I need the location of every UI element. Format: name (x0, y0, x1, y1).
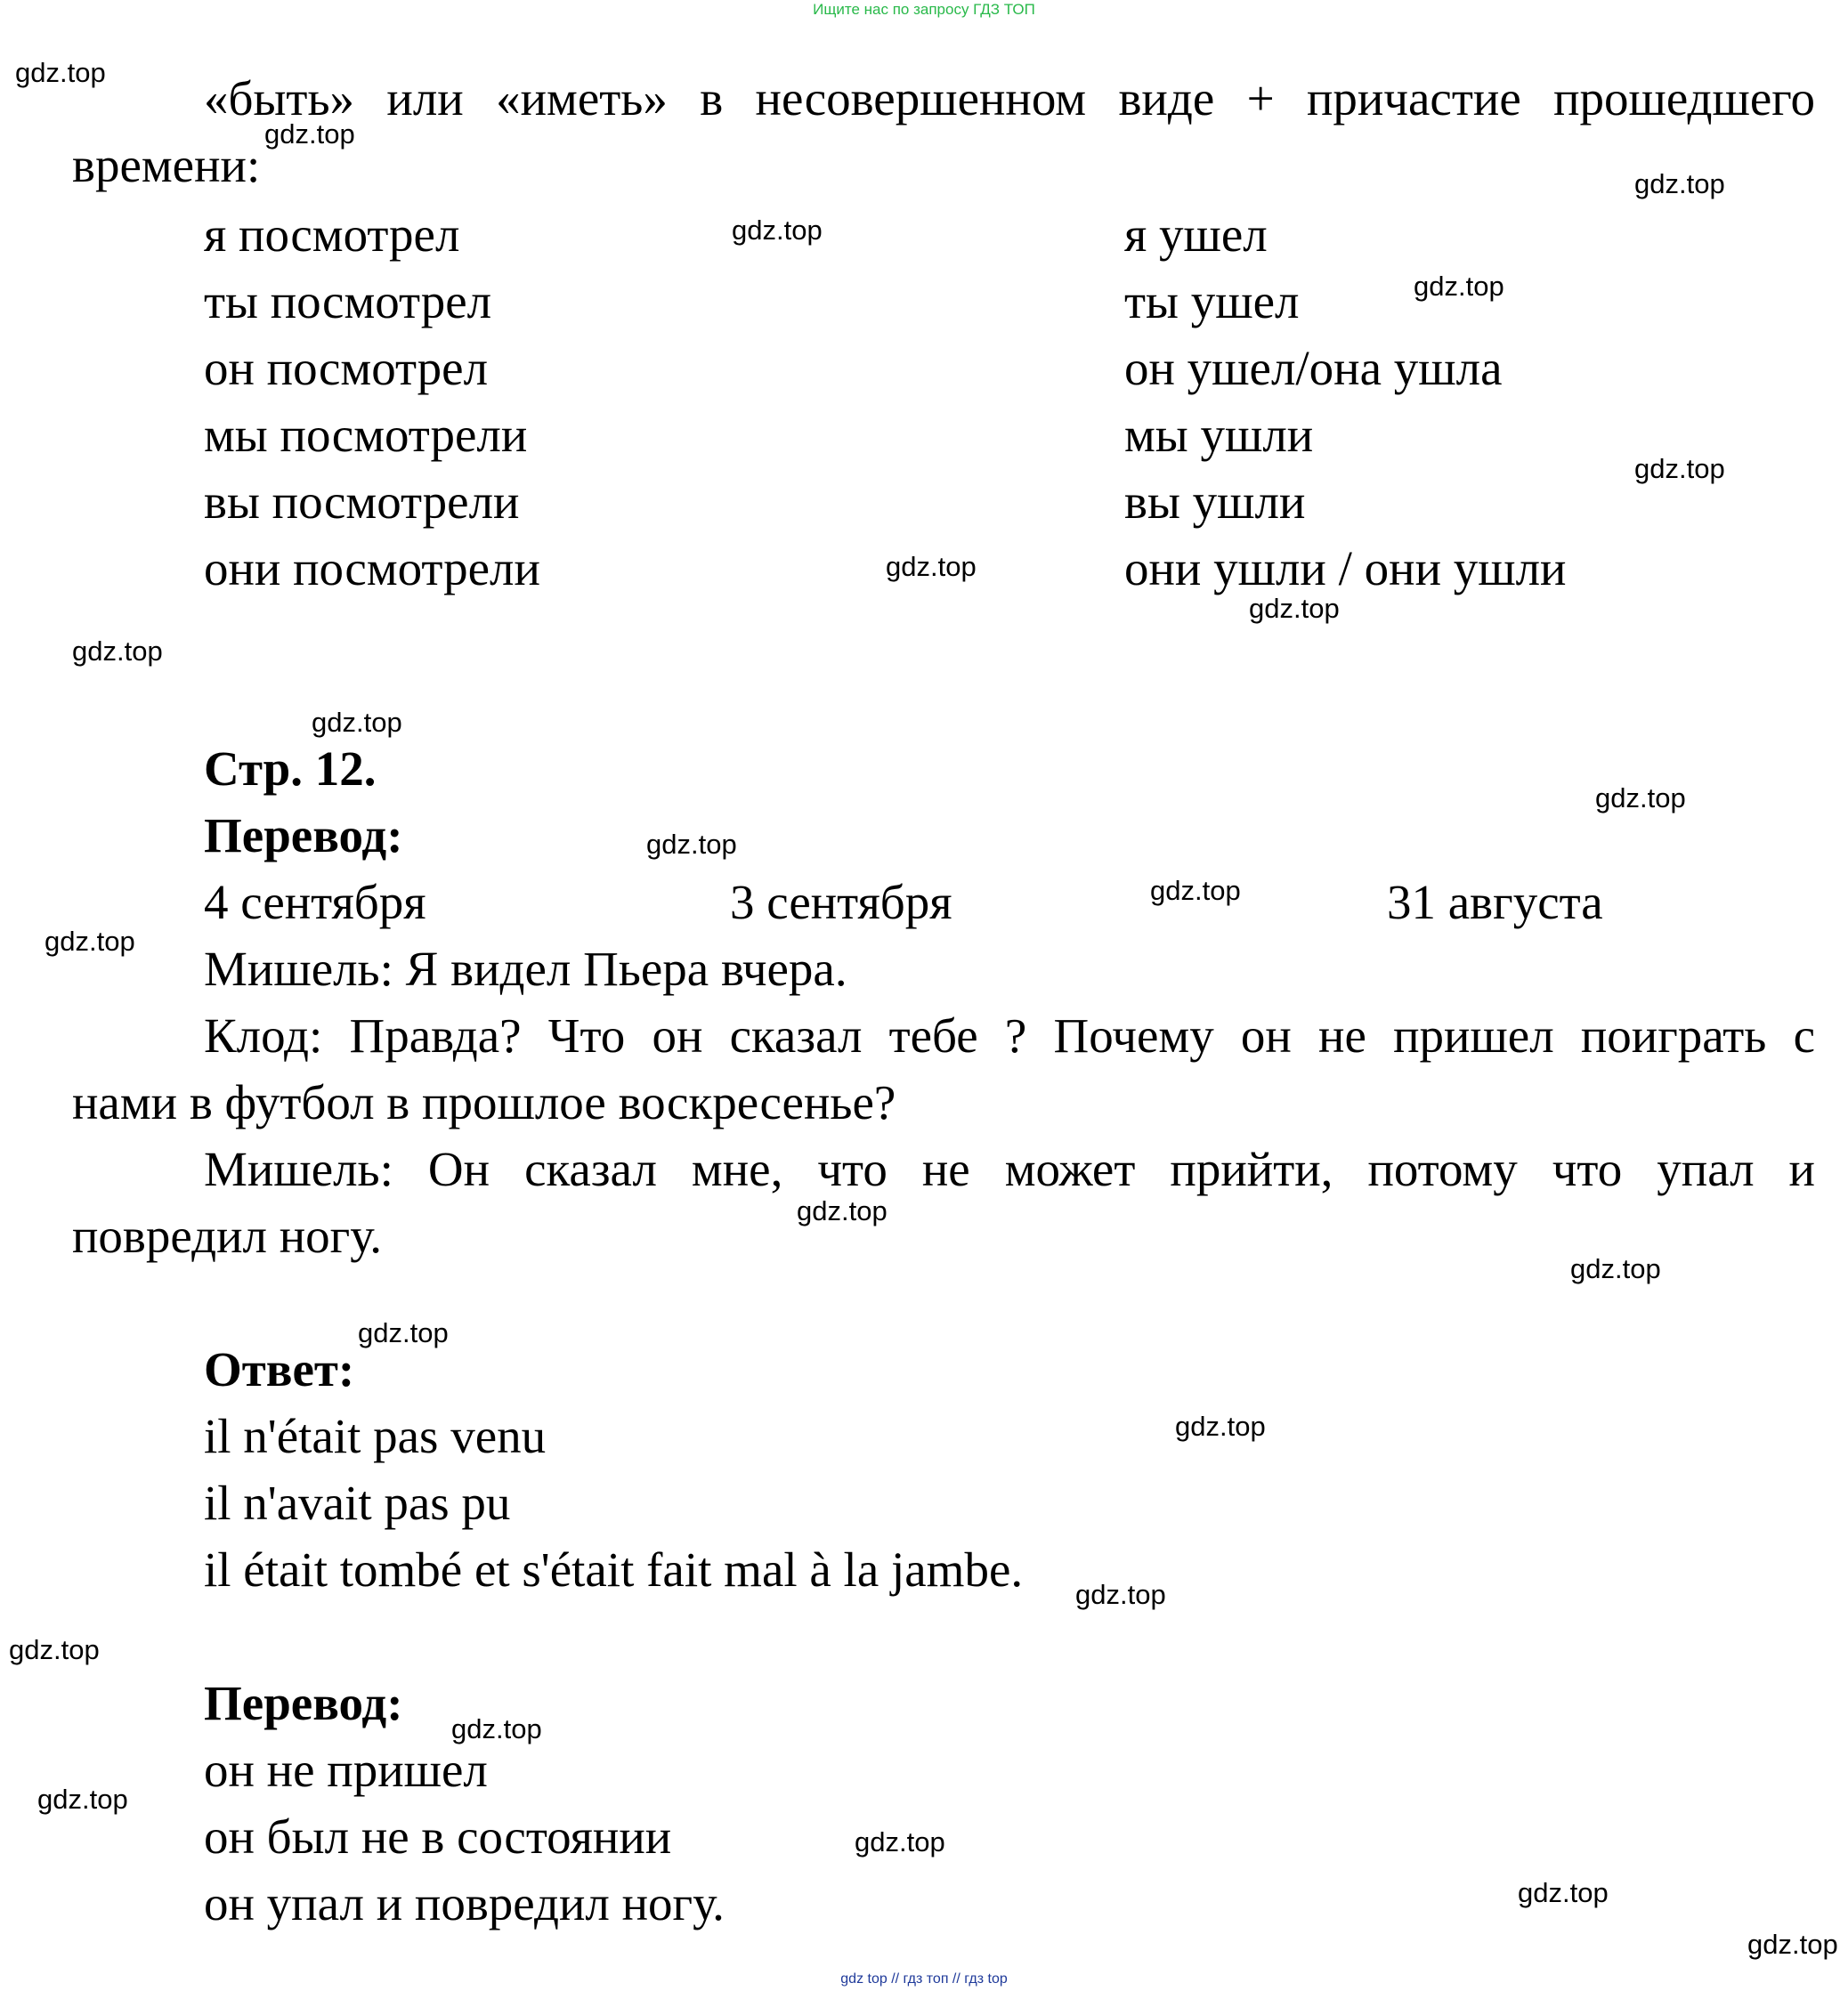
watermark: gdz.top (72, 635, 163, 667)
watermark: gdz.top (1518, 1877, 1609, 1908)
watermark: gdz.top (1175, 1411, 1266, 1442)
conjugation-right-item: ты ушел (1124, 274, 1300, 328)
answer-line: il n'était pas venu (204, 1409, 547, 1463)
watermark: gdz.top (646, 829, 737, 860)
watermark: gdz.top (1634, 168, 1725, 199)
dialogue-line: повредил ногу. (72, 1209, 382, 1263)
watermark: gdz.top (9, 1634, 100, 1665)
conjugation-right-item: я ушел (1124, 207, 1268, 262)
watermark: gdz.top (1150, 875, 1241, 906)
conjugation-right-item: вы ушли (1124, 474, 1306, 529)
intro-line-2: времени: (72, 138, 261, 192)
translation-heading: Перевод: (204, 1676, 403, 1730)
page-heading: Стр. 12. (204, 741, 377, 796)
translation-line: он упал и повредил ногу. (204, 1876, 725, 1930)
date-item: 31 августа (1387, 875, 1603, 929)
conjugation-left-item: он посмотрел (204, 341, 489, 395)
answer-line: il était tombé et s'était fait mal à la jambe. (204, 1542, 1024, 1597)
answer-line: il n'avait pas pu (204, 1476, 511, 1530)
watermark: gdz.top (1634, 453, 1725, 484)
watermark: gdz.top (886, 551, 977, 582)
dialogue-line: нами в футбол в прошлое воскресенье? (72, 1075, 896, 1129)
dialogue-line: Мишель: Он сказал мне, что не может прийти, потому что упал и (204, 1142, 1815, 1196)
intro-line-1: «быть» или «иметь» в несовершенном виде + причастие прошедшего (204, 71, 1815, 125)
conjugation-left-item: они посмотрели (204, 541, 540, 595)
watermark: gdz.top (312, 707, 402, 738)
watermark: gdz.top (37, 1784, 128, 1815)
watermark: gdz.top (1747, 1929, 1838, 1960)
conjugation-right-item: он ушел/она ушла (1124, 341, 1503, 395)
watermark: gdz.top (1075, 1579, 1166, 1610)
watermark: gdz.top (855, 1826, 945, 1857)
watermark: gdz.top (1414, 271, 1504, 302)
watermark: gdz.top (45, 926, 135, 957)
conjugation-right-item: мы ушли (1124, 408, 1314, 462)
watermark: gdz.top (797, 1195, 888, 1226)
watermark: gdz.top (15, 57, 106, 88)
date-item: 4 сентября (204, 875, 426, 929)
translation-heading: Перевод: (204, 808, 403, 862)
watermark: gdz.top (732, 214, 823, 246)
translation-line: он был не в состоянии (204, 1809, 672, 1864)
watermark: gdz.top (358, 1317, 449, 1348)
watermark: gdz.top (451, 1713, 542, 1744)
watermark: gdz.top (1249, 593, 1340, 624)
answer-heading: Ответ: (204, 1342, 355, 1396)
conjugation-left-item: вы посмотрели (204, 474, 520, 529)
watermark: gdz.top (1595, 782, 1686, 813)
conjugation-right-item: они ушли / они ушли (1124, 541, 1567, 595)
conjugation-left-item: ты посмотрел (204, 274, 492, 328)
top-banner: Ищите нас по запросу ГДЗ ТОП (813, 1, 1035, 18)
watermark: gdz.top (264, 118, 355, 150)
translation-line: он не пришел (204, 1743, 488, 1797)
conjugation-left-item: мы посмотрели (204, 408, 528, 462)
dialogue-line: Клод: Правда? Что он сказал тебе ? Почему он не пришел поиграть с (204, 1008, 1815, 1063)
dialogue-line: Мишель: Я видел Пьера вчера. (204, 942, 847, 996)
conjugation-left-item: я посмотрел (204, 207, 460, 262)
watermark: gdz.top (1570, 1253, 1661, 1284)
date-item: 3 сентября (730, 875, 952, 929)
bottom-footer: gdz top // гдз топ // гдз top (840, 1971, 1008, 1987)
